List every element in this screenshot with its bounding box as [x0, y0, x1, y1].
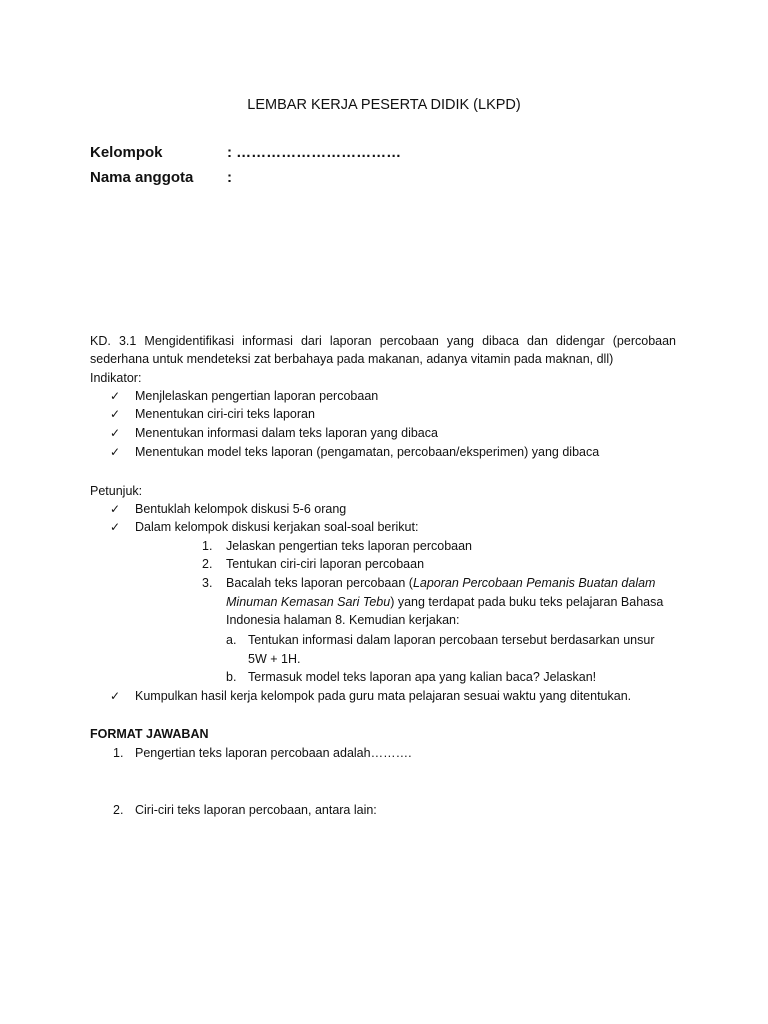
format-item-text: Pengertian teks laporan percobaan adalah……….	[135, 746, 412, 760]
check-icon: ✓	[110, 407, 121, 421]
check-icon: ✓	[110, 689, 121, 703]
step-text-part: Bacalah teks laporan percobaan (	[226, 576, 413, 590]
petunjuk-item-text: Dalam kelompok diskusi kerjakan soal-soal berikut:	[135, 520, 419, 534]
indikator-item-text: Menentukan ciri-ciri teks laporan	[135, 407, 315, 421]
check-icon: ✓	[110, 520, 121, 534]
step-number: 1.	[202, 539, 213, 553]
check-icon: ✓	[110, 445, 121, 459]
petunjuk-item-text: Kumpulkan hasil kerja kelompok pada guru mata pelajaran sesuai waktu yang ditentukan.	[135, 689, 632, 703]
nama-anggota-value: :	[227, 169, 232, 186]
check-icon: ✓	[110, 502, 121, 516]
petunjuk-item-text: Bentuklah kelompok diskusi 5-6 orang	[135, 502, 347, 516]
page-title: LEMBAR KERJA PESERTA DIDIK (LKPD)	[247, 97, 521, 113]
step-text: Jelaskan pengertian teks laporan percobaan	[226, 539, 473, 553]
format-item-number: 1.	[113, 746, 124, 760]
check-icon: ✓	[110, 389, 121, 403]
indikator-heading: Indikator:	[90, 371, 142, 385]
step-text-continuation	[226, 593, 663, 611]
indikator-item-text: Menentukan model teks laporan (pengamatan, percobaan/eksperimen) yang dibaca	[135, 445, 600, 459]
check-icon: ✓	[110, 426, 121, 440]
nama-anggota-row	[90, 167, 690, 189]
kelompok-value: : ……………………………	[227, 144, 402, 161]
substep-letter: a.	[226, 633, 237, 647]
indikator-item-text: Menentukan informasi dalam teks laporan yang dibaca	[135, 426, 438, 440]
format-item-text: Ciri-ciri teks laporan percobaan, antara lain:	[135, 803, 377, 817]
indikator-item	[110, 405, 315, 423]
format-item-number: 2.	[113, 803, 124, 817]
substep-text: Termasuk model teks laporan apa yang kalian baca? Jelaskan!	[248, 670, 597, 684]
step-text	[226, 574, 655, 592]
step-text: Tentukan ciri-ciri laporan percobaan	[226, 557, 425, 571]
step-number: 2.	[202, 557, 213, 571]
indikator-item	[110, 443, 599, 461]
petunjuk-item	[110, 687, 631, 705]
step-text-continuation: Indonesia halaman 8. Kemudian kerjakan:	[226, 613, 460, 627]
petunjuk-heading: Petunjuk:	[90, 484, 143, 498]
kelompok-label: Kelompok	[90, 144, 163, 161]
substep-letter: b.	[226, 670, 237, 684]
indikator-item	[110, 387, 378, 405]
petunjuk-item	[110, 500, 346, 518]
step-number: 3.	[202, 576, 213, 590]
indikator-item-text: Menjlelaskan pengertian laporan percobaan	[135, 389, 379, 403]
indikator-item	[110, 424, 438, 442]
step-text-italic: Minuman Kemasan Sari Tebu	[226, 595, 391, 609]
substep-text: Tentukan informasi dalam laporan percobaan tersebut berdasarkan unsur	[248, 633, 655, 647]
step-text-italic: Laporan Percobaan Pemanis Buatan dalam	[412, 576, 656, 590]
step-text-part: ) yang terdapat pada buku teks pelajaran Bahasa	[390, 595, 664, 609]
kompetensi-dasar: KD. 3.1 Mengidentifikasi informasi dari laporan percobaan yang dibaca dan didengar (percobaan sederhana untuk mendeteksi zat berbahaya pada makanan, adanya vitamin pada maknan, dll)	[90, 334, 676, 366]
substep-text-continuation: 5W + 1H.	[248, 652, 301, 666]
nama-anggota-label: Nama anggota	[90, 169, 194, 186]
petunjuk-item	[110, 518, 418, 536]
format-jawaban-heading: FORMAT JAWABAN	[90, 727, 209, 741]
kelompok-row	[90, 142, 690, 164]
